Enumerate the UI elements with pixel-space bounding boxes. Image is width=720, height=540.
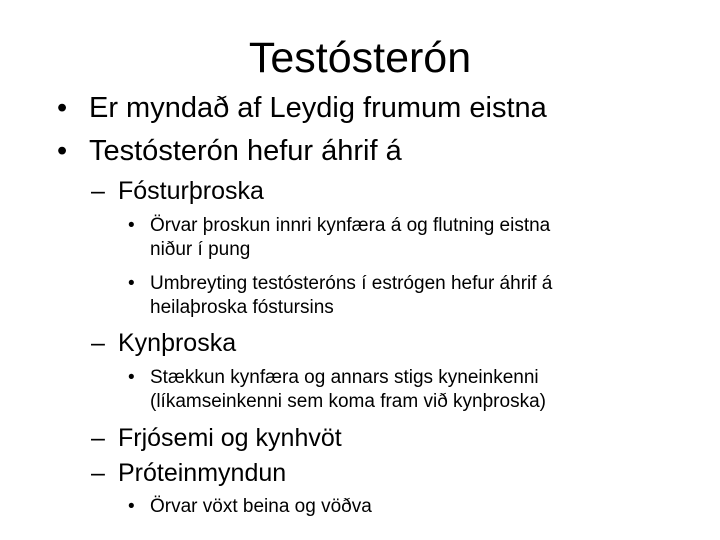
sub-item-kynthroska [91, 328, 237, 358]
bullet-glyph: • [128, 496, 135, 517]
bullet-glyph: • [57, 135, 68, 167]
bullet-glyph: • [128, 215, 135, 236]
bullet-glyph: • [128, 367, 135, 388]
sub-item-proteinmyndun [91, 458, 287, 488]
sub-sub-item-line: (líkamseinkenni sem koma fram við kynþroska) [150, 391, 546, 412]
sub-sub-item-2 [128, 272, 553, 320]
sub-sub-item-line: Stækkun kynfæra og annars stigs kyneinkenni [150, 367, 539, 388]
bullet-glyph: • [128, 273, 135, 294]
bullet-text: Testósterón hefur áhrif á [89, 135, 402, 167]
sub-item-fosturthroska [91, 176, 264, 206]
slide-title: Testósterón [248, 34, 472, 82]
dash-glyph: – [91, 459, 105, 487]
bullet-item-1 [57, 91, 547, 125]
sub-item-text: Fósturþroska [118, 177, 264, 205]
dash-glyph: – [91, 424, 105, 452]
sub-sub-item-3 [128, 366, 546, 414]
bullet-text: Er myndað af Leydig frumum eistna [89, 92, 547, 124]
sub-sub-item-line: Örvar vöxt beina og vöðva [150, 496, 372, 517]
sub-sub-item-line: niður í pung [150, 239, 251, 260]
sub-sub-item-line: Umbreyting testósteróns í estrógen hefur áhrif á [150, 273, 553, 294]
bullet-glyph: • [57, 92, 68, 124]
sub-sub-item-line: Örvar þroskun innri kynfæra á og flutning eistna [150, 215, 551, 236]
sub-sub-item-line: heilaþroska fóstursins [150, 297, 334, 318]
sub-sub-item-1 [128, 214, 551, 262]
sub-item-text: Próteinmyndun [118, 459, 287, 487]
sub-item-text: Kynþroska [118, 329, 237, 357]
bullet-item-2 [57, 134, 402, 168]
dash-glyph: – [91, 329, 105, 357]
sub-item-frjosemi [91, 423, 342, 453]
sub-item-text: Frjósemi og kynhvöt [118, 424, 342, 452]
sub-sub-item-4 [128, 495, 372, 519]
dash-glyph: – [91, 177, 105, 205]
